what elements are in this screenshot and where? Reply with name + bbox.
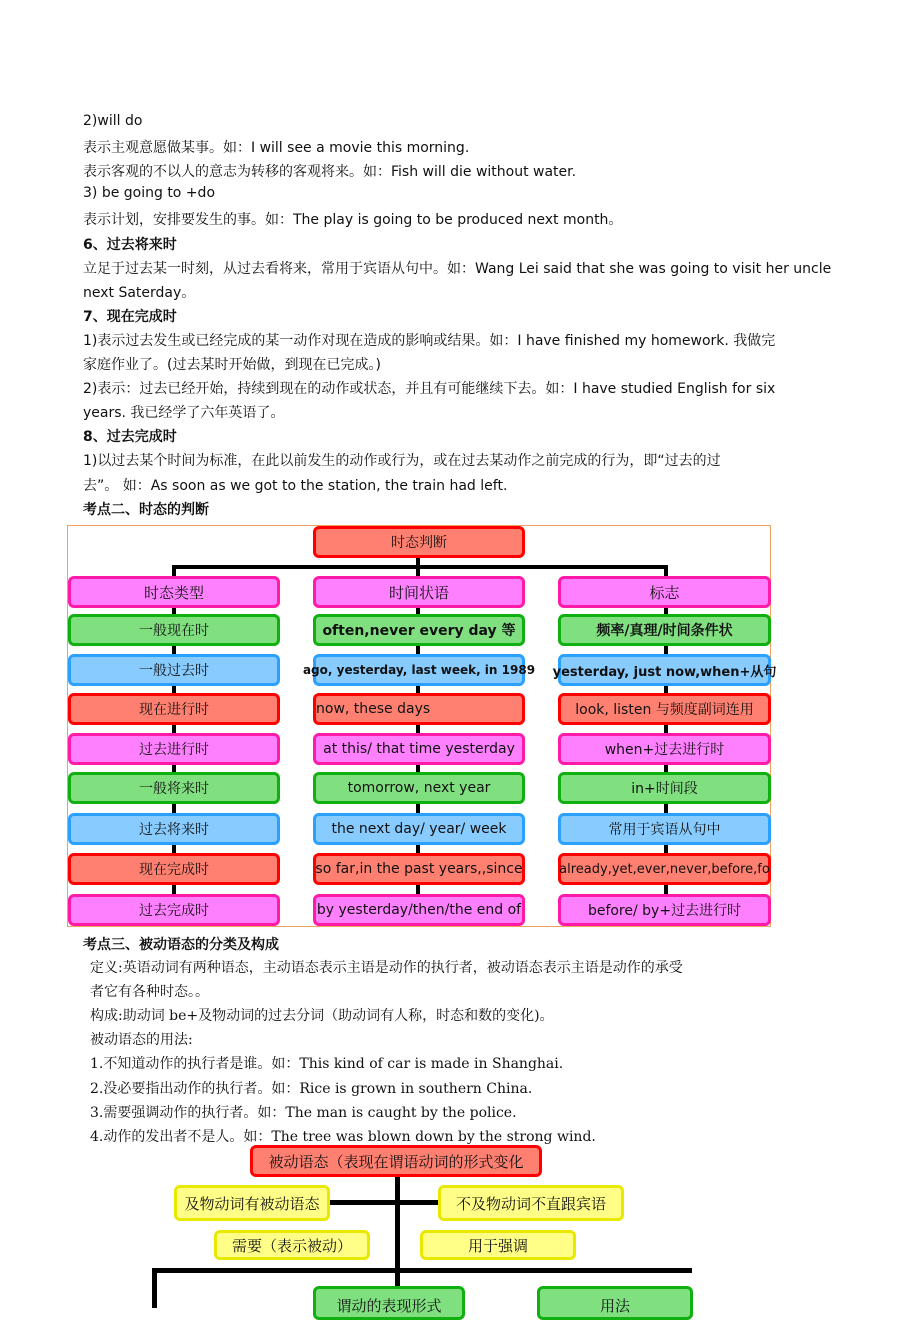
text-line: 2)表示：过去已经开始，持续到现在的动作或状态，并且有可能继续下去。如：I have studied English for six xyxy=(83,381,776,398)
text-line: 2.没必要指出动作的执行者。如：Rice is grown in southern China. xyxy=(90,1080,533,1097)
text-line: 者它有各种时态。。 xyxy=(90,984,209,1001)
column-header: 标志 xyxy=(558,576,771,608)
chart-cell: 现在进行时 xyxy=(68,693,280,725)
text-line: 表示主观意愿做某事。如：I will see a movie this morning. xyxy=(83,140,470,157)
connector xyxy=(172,565,668,569)
section-heading: 考点二、时态的判断 xyxy=(83,501,209,518)
chart-cell: already,yet,ever,never,before,fo xyxy=(558,853,771,885)
text-line: 3.需要强调动作的执行者。如：The man is caught by the police. xyxy=(90,1104,517,1121)
usage-box: 用法 xyxy=(537,1286,693,1320)
text-line: 4.动作的发出者不是人。如：The tree was blown down by the strong wind. xyxy=(90,1128,596,1145)
text-line: 定义:英语动词有两种语态，主动语态表示主语是动作的执行者，被动语态表示主语是动作的承受 xyxy=(90,960,683,976)
chart-cell: 一般过去时 xyxy=(68,654,280,686)
section3-heading: 考点三、被动语态的分类及构成 xyxy=(83,937,279,953)
transitive-box: 及物动词有被动语态 xyxy=(174,1185,330,1221)
chart-cell: 过去进行时 xyxy=(68,733,280,765)
connector xyxy=(152,1268,157,1308)
text-line: 1.不知道动作的执行者是谁。如：This kind of car is made in Shanghai. xyxy=(90,1056,564,1073)
section-heading: 8、过去完成时 xyxy=(83,429,177,446)
section-heading: 7、现在完成时 xyxy=(83,308,177,325)
forms-box: 谓动的表现形式 xyxy=(313,1286,465,1320)
connector xyxy=(330,1200,440,1205)
chart-cell: 频率/真理/时间条件状 xyxy=(558,614,771,646)
chart-cell: 过去将来时 xyxy=(68,813,280,845)
text-line: 被动语态的用法: xyxy=(90,1032,193,1049)
chart-cell: in+时间段 xyxy=(558,772,771,804)
chart-cell: 过去完成时 xyxy=(68,894,280,926)
text-line: 1)表示过去发生或已经完成的某一动作对现在造成的影响或结果。如：I have finished my homework. 我做完 xyxy=(83,332,776,349)
text-line: 1)以过去某个时间为标准，在此以前发生的动作或行为，或在过去某动作之前完成的行为，即“过去的过 xyxy=(83,453,721,470)
emphasis-box: 用于强调 xyxy=(420,1230,576,1260)
chart-cell: now, these days xyxy=(313,693,525,725)
text-line: years. 我已经学了六年英语了。 xyxy=(83,405,285,422)
column-header: 时态类型 xyxy=(68,576,280,608)
connector xyxy=(152,1268,692,1273)
text-line: 构成:助动词 be+及物动词的过去分词（助动词有人称，时态和数的变化)。 xyxy=(90,1008,554,1025)
chart-cell: 现在完成时 xyxy=(68,853,280,885)
text-line: 立足于过去某一时刻，从过去看将来，常用于宾语从句中。如：Wang Lei said that she was going to visit her uncle xyxy=(83,260,832,277)
text-line: 2)will do xyxy=(83,113,143,129)
chart-cell: 常用于宾语从句中 xyxy=(558,813,771,845)
text-line: 3) be going to +do xyxy=(83,185,216,202)
column-header: 时间状语 xyxy=(313,576,525,608)
intransitive-box: 不及物动词不直跟宾语 xyxy=(438,1185,624,1221)
passive-root: 被动语态（表现在谓语动词的形式变化 xyxy=(250,1145,542,1177)
text-line: 表示计划，安排要发生的事。如：The play is going to be produced next month。 xyxy=(83,212,623,229)
chart-cell: by yesterday/then/the end of xyxy=(313,894,525,926)
chart-cell: often,never every day 等 xyxy=(313,614,525,646)
chart-root: 时态判断 xyxy=(313,526,525,558)
chart-cell: so far,in the past years,,since xyxy=(313,853,525,885)
chart-cell: the next day/ year/ week xyxy=(313,813,525,845)
chart-cell: when+过去进行时 xyxy=(558,733,771,765)
chart-cell: at this/ that time yesterday xyxy=(313,733,525,765)
text-line: next Saterday。 xyxy=(83,284,196,301)
text-line: 家庭作业了。(过去某时开始做，到现在已完成。) xyxy=(83,357,381,373)
chart-cell: tomorrow, next year xyxy=(313,772,525,804)
chart-cell: before/ by+过去进行时 xyxy=(558,894,771,926)
text-line: 表示客观的不以人的意志为转移的客观将来。如：Fish will die without water. xyxy=(83,164,577,181)
section-heading: 6、过去将来时 xyxy=(83,236,177,253)
chart-cell: ago, yesterday, last week, in 1989 xyxy=(313,654,525,686)
chart-cell: 一般将来时 xyxy=(68,772,280,804)
text-line: 去”。 如：As soon as we got to the station, the train had left. xyxy=(83,477,508,494)
chart-cell: yesterday, just now,when+从句 xyxy=(558,654,771,686)
chart-cell: 一般现在时 xyxy=(68,614,280,646)
chart-cell: look, listen 与频度副词连用 xyxy=(558,693,771,725)
connector xyxy=(395,1175,400,1295)
need-box: 需要（表示被动） xyxy=(214,1230,370,1260)
